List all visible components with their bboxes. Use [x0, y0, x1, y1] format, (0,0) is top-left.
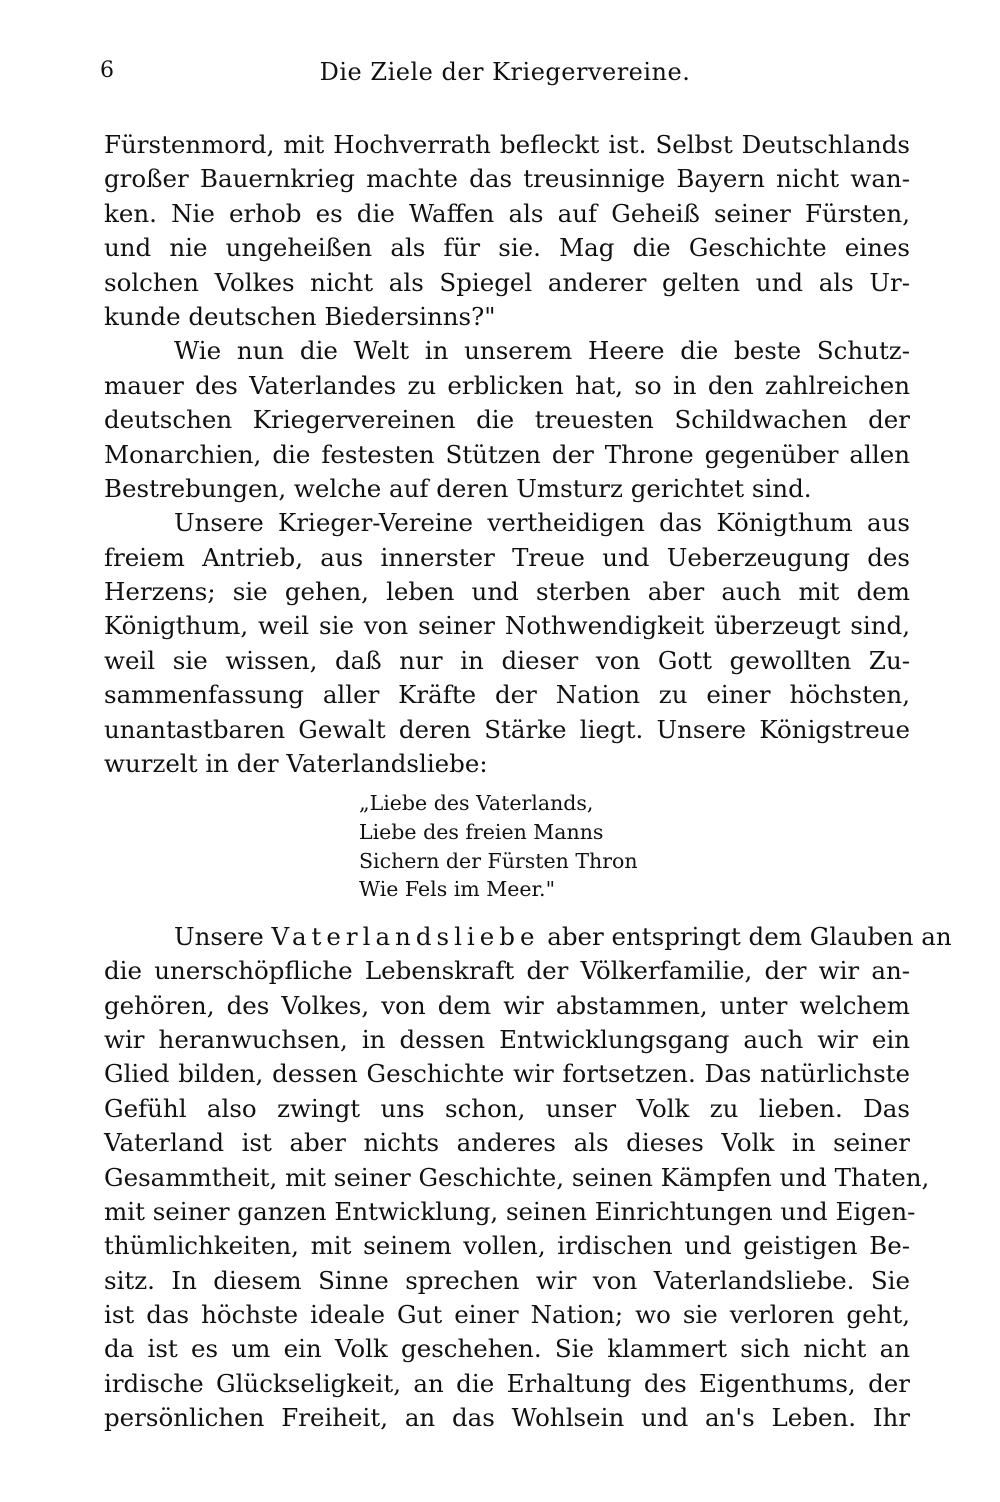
text-line: persönlichen Freiheit, an das Wohlsein und an's Leben. Ihr	[104, 1403, 910, 1433]
text-line: irdische Glückseligkeit, an die Erhaltung des Eigenthums, der	[104, 1368, 910, 1398]
text-line: wir heranwuchsen, in dessen Entwicklungsgang auch wir ein	[104, 1024, 910, 1054]
text-line: gehören, des Volkes, von dem wir abstammen, unter welchem	[104, 990, 910, 1020]
text-line: Gesammtheit, mit seiner Geschichte, seinen Kämpfen und Thaten,	[104, 1162, 930, 1192]
paragraph	[104, 506, 910, 781]
verse-line: „Liebe des Vaterlands,	[359, 791, 594, 816]
text-line: mit seiner ganzen Entwicklung, seinen Einrichtungen und Eigen-	[104, 1196, 916, 1226]
verse-quote	[104, 789, 910, 903]
paragraph	[104, 334, 910, 506]
text-line: Glied bilden, dessen Geschichte wir fortsetzen. Das natürlichste	[104, 1059, 910, 1089]
text-line: großer Bauernkrieg machte das treusinnige Bayern nicht wan-	[104, 164, 910, 194]
text-line: Herzens; sie gehen, leben und sterben aber auch mit dem	[104, 577, 910, 607]
paragraph	[104, 920, 952, 1436]
text-line: Königthum, weil sie von seiner Nothwendigkeit überzeugt sind,	[104, 611, 910, 641]
page-header	[100, 58, 910, 88]
text-line: weil sie wissen, daß nur in dieser von Gott gewollten Zu-	[104, 645, 910, 675]
text-line: Monarchien, die festesten Stützen der Throne gegenüber allen	[104, 439, 910, 469]
verse-line: Sichern der Fürsten Thron	[359, 848, 638, 873]
text-line: mauer des Vaterlandes zu erblicken hat, so in den zahlreichen	[104, 370, 910, 400]
running-title: Die Ziele der Kriegervereine.	[319, 58, 691, 86]
text-line: ist das höchste ideale Gut einer Nation; wo sie verloren geht,	[104, 1300, 910, 1330]
text-line: freiem Antrieb, aus innerster Treue und Ueberzeugung des	[104, 542, 910, 572]
text-line: die unerschöpfliche Lebenskraft der Völkerfamilie, der wir an-	[104, 956, 910, 986]
verse-line: Wie Fels im Meer."	[359, 877, 556, 902]
text-line: sammenfassung aller Kräfte der Nation zu einer höchsten,	[104, 680, 910, 710]
text-line: ken. Nie erhob es die Waffen als auf Geheiß seiner Fürsten,	[104, 198, 910, 228]
text-line: wurzelt in der Vaterlandsliebe:	[104, 749, 488, 779]
page-body	[104, 128, 952, 1436]
paragraph	[104, 128, 910, 334]
text-fragment: Unsere	[174, 921, 272, 951]
text-line: da ist es um ein Volk geschehen. Sie klammert sich nicht an	[104, 1334, 910, 1364]
text-line: Unsere Krieger-Vereine vertheidigen das Königthum aus	[174, 508, 910, 538]
text-line: deutschen Kriegervereinen die treuesten Schildwachen der	[104, 405, 910, 435]
text-line: Vaterland ist aber nichts anderes als dieses Volk in seiner	[104, 1128, 910, 1158]
text-line: unantastbaren Gewalt deren Stärke liegt. Unsere Königstreue	[104, 714, 910, 744]
emphasized-word: Vaterlandsliebe	[271, 921, 540, 951]
page-number: 6	[100, 58, 114, 83]
text-line: kunde deutschen Biedersinns?"	[104, 301, 496, 331]
text-line: Bestrebungen, welche auf deren Umsturz gerichtet sind.	[104, 473, 812, 503]
verse-line: Liebe des freien Manns	[359, 820, 604, 845]
text-line: und nie ungeheißen als für sie. Mag die Geschichte eines	[104, 233, 910, 263]
text-line: Fürstenmord, mit Hochverrath befleckt ist. Selbst Deutschlands	[104, 130, 910, 159]
text-line: Gefühl also zwingt uns schon, unser Volk zu lieben. Das	[104, 1093, 910, 1123]
text-line: Wie nun die Welt in unserem Heere die beste Schutz-	[174, 336, 910, 366]
text-line: solchen Volkes nicht als Spiegel anderer gelten und als Ur-	[104, 267, 910, 297]
text-line	[104, 920, 952, 954]
text-fragment: aber entspringt dem Glauben an	[539, 921, 952, 951]
text-line: thümlichkeiten, mit seinem vollen, irdischen und geistigen Be-	[104, 1231, 910, 1261]
text-line: sitz. In diesem Sinne sprechen wir von Vaterlandsliebe. Sie	[104, 1265, 910, 1295]
